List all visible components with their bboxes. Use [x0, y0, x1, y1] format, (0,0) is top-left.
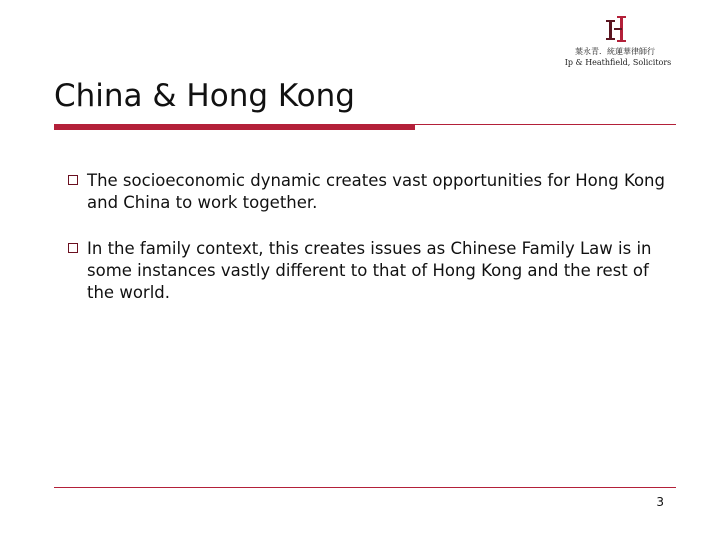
hollow-square-bullet-icon	[68, 175, 78, 185]
title-underline-thin	[415, 124, 676, 125]
hollow-square-bullet-icon	[68, 243, 78, 253]
bullet-item	[68, 238, 668, 304]
firm-name-english: Ip & Heathfield, Solicitors	[564, 58, 672, 67]
title-underline-thick	[54, 124, 415, 130]
bullet-item	[68, 170, 668, 214]
footer-divider	[54, 487, 676, 488]
ip-heathfield-logo-icon	[606, 16, 630, 42]
slide-title: China & Hong Kong	[54, 78, 355, 114]
firm-name-chinese: 葉永青．統蓮華律師行	[575, 47, 655, 56]
firm-logo	[556, 16, 680, 70]
bullet-text: The socioeconomic dynamic creates vast opportunities for Hong Kong and China to work together.	[87, 171, 665, 212]
bullet-text: In the family context, this creates issues as Chinese Family Law is in some instances vastly different to that of Hong Kong and the rest of the world.	[87, 239, 652, 302]
bullet-list	[68, 170, 668, 328]
page-number: 3	[656, 495, 664, 509]
